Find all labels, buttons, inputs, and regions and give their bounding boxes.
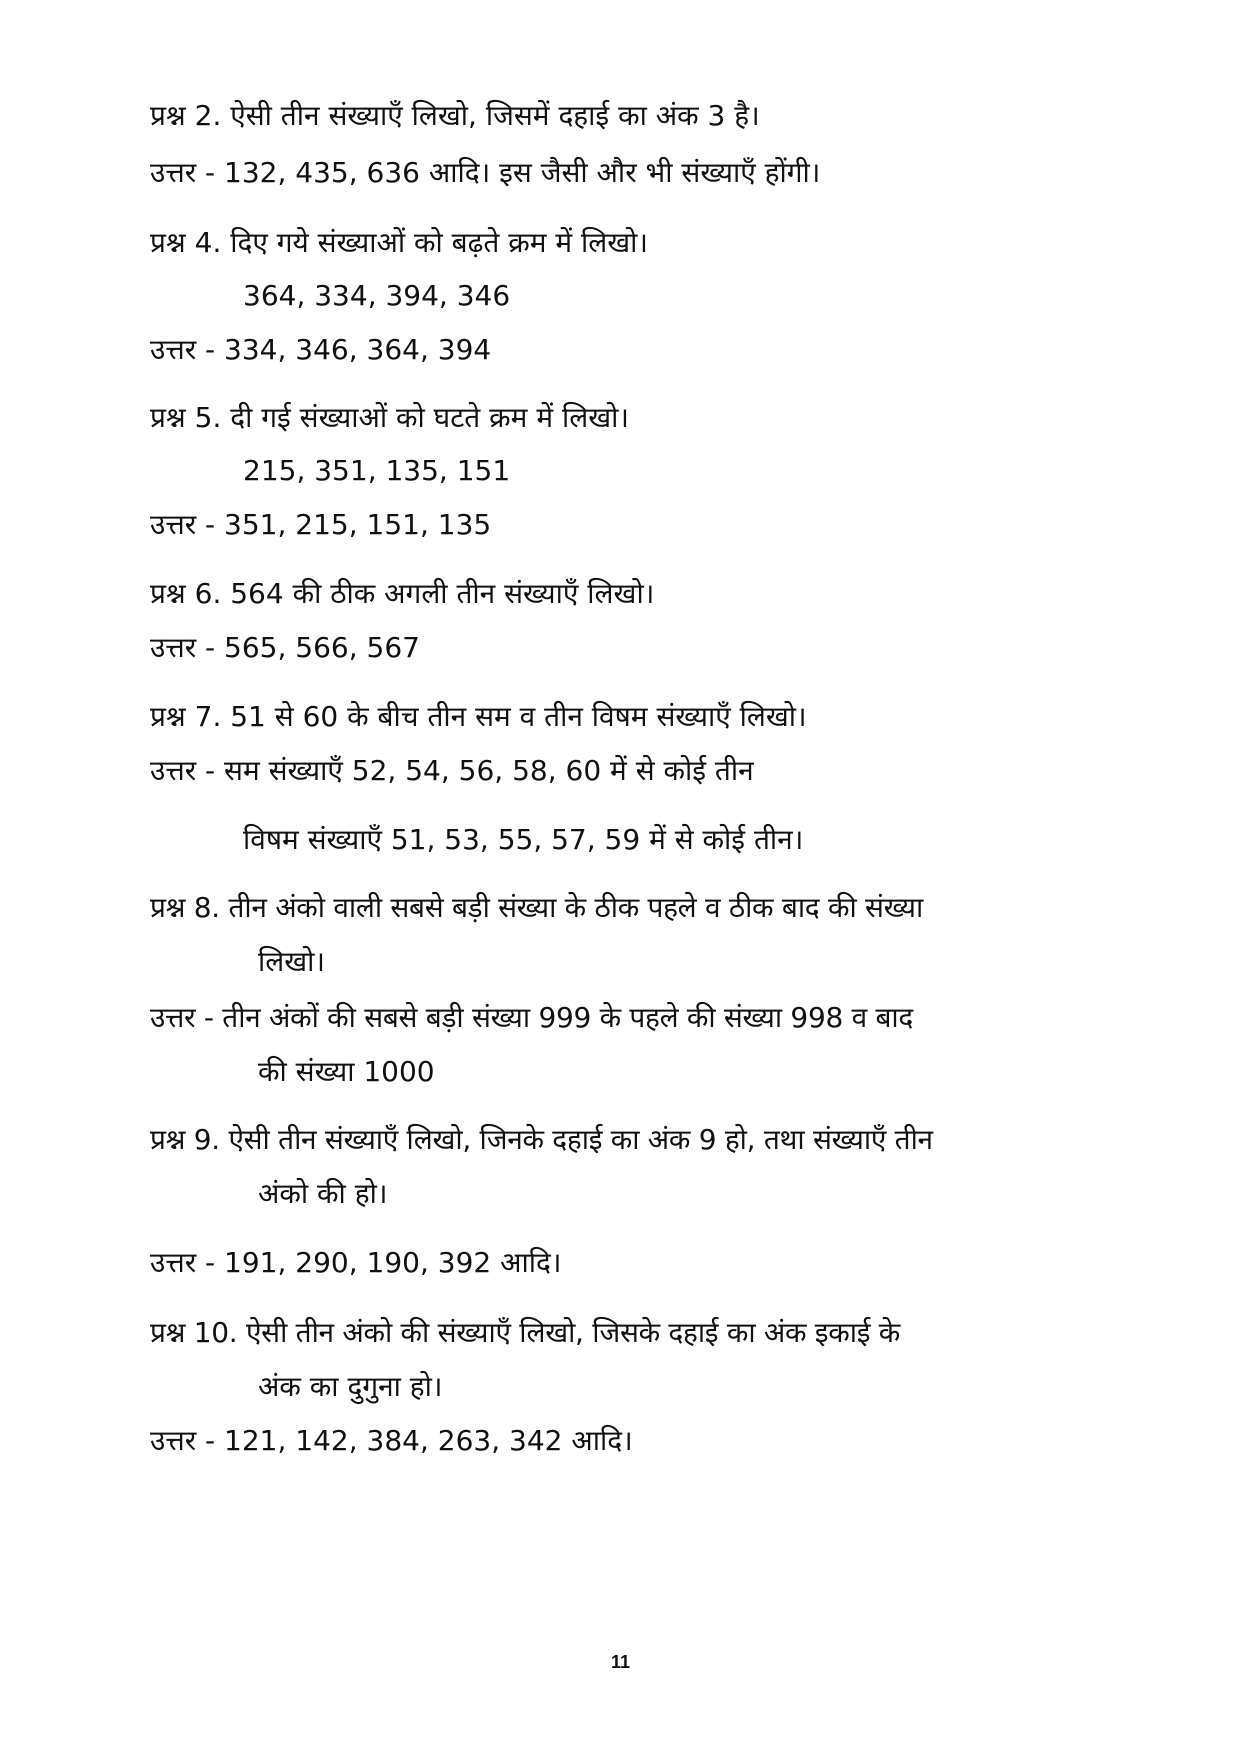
answer-6: उत्तर - 565, 566, 567 [150,631,420,664]
question-8-line-1: प्रश्न 8. तीन अंको वाली सबसे बड़ी संख्या के ठीक पहले व ठीक बाद की संख्या [150,891,923,924]
question-4-numbers: 364, 334, 394, 346 [243,279,511,312]
question-7: प्रश्न 7. 51 से 60 के बीच तीन सम व तीन विषम संख्याएँ लिखो। [150,700,807,733]
answer-2: उत्तर - 132, 435, 636 आदि। इस जैसी और भी संख्याएँ होंगी। [150,156,821,189]
question-6: प्रश्न 6. 564 की ठीक अगली तीन संख्याएँ लिखो। [150,577,655,610]
answer-9: उत्तर - 191, 290, 190, 392 आदि। [150,1246,562,1279]
answer-8-line-1: उत्तर - तीन अंकों की सबसे बड़ी संख्या 999 के पहले की संख्या 998 व बाद [150,1001,913,1034]
question-5-numbers: 215, 351, 135, 151 [243,454,511,487]
answer-5: उत्तर - 351, 215, 151, 135 [150,508,492,541]
question-9-line-1: प्रश्न 9. ऐसी तीन संख्याएँ लिखो, जिनके दहाई का अंक 9 हो, तथा संख्याएँ तीन [150,1123,933,1156]
page-number: 11 [610,1652,631,1672]
answer-4: उत्तर - 334, 346, 364, 394 [150,333,492,366]
question-5: प्रश्न 5. दी गई संख्याओं को घटते क्रम में लिखो। [150,401,629,434]
question-8-line-2: लिखो। [258,945,326,978]
question-10-line-1: प्रश्न 10. ऐसी तीन अंको की संख्याएँ लिखो, जिसके दहाई का अंक इकाई के [150,1316,900,1349]
question-9-line-2: अंको की हो। [258,1177,388,1210]
question-4: प्रश्न 4. दिए गये संख्याओं को बढ़ते क्रम में लिखो। [150,226,649,259]
question-2: प्रश्न 2. ऐसी तीन संख्याएँ लिखो, जिसमें दहाई का अंक 3 है। [150,99,760,132]
question-10-line-2: अंक का दुगुना हो। [258,1370,443,1403]
answer-7-line-2: विषम संख्याएँ 51, 53, 55, 57, 59 में से कोई तीन। [243,823,804,856]
answer-10: उत्तर - 121, 142, 384, 263, 342 आदि। [150,1424,633,1457]
answer-8-line-2: की संख्या 1000 [258,1055,435,1088]
answer-7-line-1: उत्तर - सम संख्याएँ 52, 54, 56, 58, 60 में से कोई तीन [150,754,754,787]
